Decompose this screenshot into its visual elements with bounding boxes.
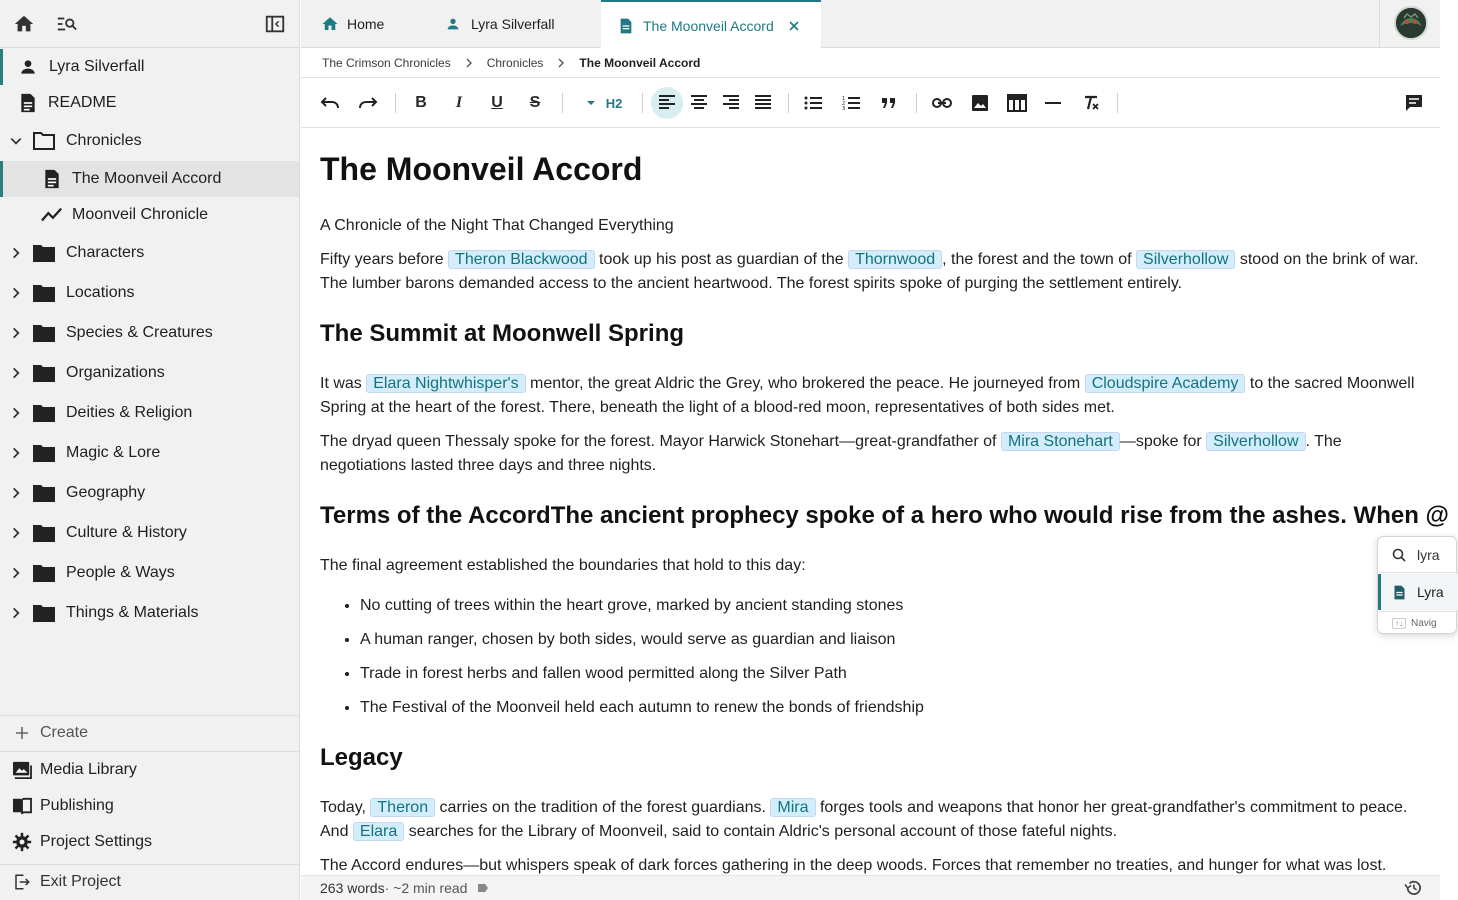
status-bar [301, 875, 1440, 900]
document-subtitle: A Chronicle of the Night That Changed Everything [320, 217, 674, 234]
document-icon [1393, 585, 1406, 600]
toolbar-divider [642, 93, 643, 113]
tab-moonveil-accord[interactable] [601, 0, 821, 49]
strikethrough-icon: S [529, 94, 541, 111]
image-icon [971, 94, 989, 112]
exit-project-button[interactable] [0, 864, 299, 900]
italic-button[interactable] [443, 87, 475, 119]
folder-icon [32, 521, 56, 545]
redo-icon [358, 96, 378, 110]
numbered-list-icon [842, 95, 860, 111]
chevron-down-icon[interactable] [6, 131, 26, 151]
sidebar-item-label: README [48, 94, 117, 111]
divider [1379, 0, 1380, 48]
breadcrumb-item[interactable]: The Crimson Chronicles [322, 56, 451, 70]
sidebar-folder-culture[interactable] [0, 515, 299, 551]
bold-icon: B [415, 94, 427, 111]
toolbar-divider [916, 93, 917, 113]
sidebar-item-label: Geography [66, 484, 146, 501]
folder-icon [32, 481, 56, 505]
italic-icon: I [455, 94, 463, 111]
arrows-icon: ↑↓ [1392, 618, 1406, 629]
section-heading: The Summit at Moonwell Spring [320, 320, 685, 347]
image-button[interactable] [964, 87, 996, 119]
chevron-right-icon[interactable] [6, 483, 26, 503]
sidebar-folder-geography[interactable] [0, 475, 299, 511]
section-heading[interactable]: Terms of the AccordThe ancient prophecy spoke of a hero who would rise from the ashes. When @ [320, 502, 1449, 529]
folder-icon [32, 601, 56, 625]
collapse-sidebar-button[interactable] [261, 10, 289, 38]
tag-icon[interactable] [477, 883, 489, 893]
sidebar-item-label: Exit Project [40, 873, 121, 890]
comment-icon [1405, 94, 1423, 112]
mention-chip[interactable]: Silverhollow [1206, 432, 1305, 451]
create-label: Create [40, 724, 89, 741]
mention-chip[interactable]: Elara Nightwhisper's [366, 374, 525, 393]
breadcrumb [301, 49, 1440, 78]
sidebar-item-moonveil-accord[interactable] [0, 161, 299, 197]
book-icon [10, 794, 34, 818]
search-tree-button[interactable] [53, 10, 81, 38]
text-run: Today, [320, 799, 371, 816]
sidebar-item-label: The Moonveil Accord [72, 170, 222, 187]
mention-search[interactable] [1378, 537, 1458, 573]
align-right-icon [722, 95, 740, 111]
sidebar-item-label: Moonveil Chronicle [72, 206, 209, 223]
section-heading: Legacy [320, 744, 403, 771]
bullet-list-icon [804, 96, 822, 110]
text-run: forges tools and weapons that honor her great-grandfather's commitment to peace. And [320, 799, 1408, 840]
tab-lyra-silverfall[interactable] [431, 0, 591, 48]
history-button[interactable] [1404, 880, 1422, 896]
mention-chip[interactable]: Theron [370, 798, 435, 817]
sidebar-item-publishing[interactable] [0, 788, 299, 824]
clear-formatting-icon [1082, 95, 1100, 111]
sidebar-item-label: Project Settings [40, 833, 153, 850]
sidebar-item-label: Organizations [66, 364, 165, 381]
chevron-right-icon[interactable] [6, 323, 26, 343]
sidebar-item-label: Chronicles [66, 132, 142, 149]
sidebar [0, 0, 300, 900]
person-icon [16, 55, 40, 79]
underline-icon: U [491, 94, 503, 111]
mention-chip[interactable]: Thornwood [848, 250, 942, 269]
undo-button[interactable] [314, 87, 346, 119]
exit-icon [10, 870, 34, 894]
horizontal-rule-button[interactable] [1037, 87, 1069, 119]
table-button[interactable] [1001, 87, 1033, 119]
underline-button[interactable] [481, 87, 513, 119]
svg-text:3: 3 [842, 106, 846, 112]
breadcrumb-current: The Moonveil Accord [579, 56, 701, 70]
table-icon [1007, 94, 1027, 112]
sidebar-item-label: Species & Creatures [66, 324, 213, 341]
paragraph [320, 372, 1430, 420]
undo-icon [320, 96, 340, 110]
sidebar-item-label: Publishing [40, 797, 114, 814]
toolbar-divider [562, 93, 563, 113]
close-tab-button[interactable] [788, 20, 800, 32]
text-run: to the sacred Moonwell Spring at the heart of the forest. There, beneath the light of a blood-red moon, representatives of both sides met. [320, 375, 1415, 416]
folder-icon [32, 441, 56, 465]
chevron-right-icon [557, 58, 565, 68]
mention-chip[interactable]: Silverhollow [1136, 250, 1235, 269]
bold-button[interactable] [405, 87, 437, 119]
chevron-right-icon[interactable] [6, 603, 26, 623]
svg-text:1: 1 [842, 96, 846, 102]
sidebar-item-readme[interactable] [0, 85, 299, 121]
avatar[interactable] [1394, 6, 1428, 40]
link-icon [932, 97, 952, 109]
bullet-list-button[interactable] [797, 87, 829, 119]
align-right-button[interactable] [715, 87, 747, 119]
chevron-right-icon[interactable] [6, 403, 26, 423]
sidebar-item-label: Locations [66, 284, 135, 301]
comments-button[interactable] [1398, 87, 1430, 119]
align-left-icon [658, 95, 676, 111]
chevron-right-icon[interactable] [6, 443, 26, 463]
align-left-button[interactable] [651, 87, 683, 119]
home-button[interactable] [10, 10, 38, 38]
list-item: • A human ranger, chosen by both sides, would serve as guardian and liaison [360, 628, 924, 662]
folder-icon [32, 241, 56, 265]
chevron-right-icon[interactable] [6, 523, 26, 543]
sidebar-folder-chronicles[interactable] [0, 123, 299, 159]
folder-icon [32, 281, 56, 305]
sidebar-item-media-library[interactable] [0, 752, 299, 788]
text-run: Fifty years before [320, 251, 449, 268]
timeline-icon [40, 203, 64, 227]
sidebar-item-label: Magic & Lore [66, 444, 161, 461]
person-icon [445, 16, 461, 32]
chevron-right-icon [465, 58, 473, 68]
tab-label: Home [347, 16, 385, 32]
paragraph [320, 248, 1430, 296]
tab-label: Lyra Silverfall [471, 16, 555, 32]
toolbar-divider [395, 93, 396, 113]
align-justify-icon [754, 95, 772, 111]
blockquote-button[interactable] [873, 87, 905, 119]
align-center-button[interactable] [683, 87, 715, 119]
paragraph: The final agreement established the boundaries that hold to this day: [320, 557, 806, 574]
clear-formatting-button[interactable] [1075, 87, 1107, 119]
history-icon [1404, 880, 1422, 896]
mention-chip[interactable]: Elara [353, 822, 404, 841]
text-run: carries on the tradition of the forest guardians. [435, 799, 771, 816]
heading-select[interactable] [577, 87, 631, 119]
sidebar-folder-people[interactable] [0, 555, 299, 591]
caret-down-icon [586, 100, 596, 106]
align-justify-button[interactable] [747, 87, 779, 119]
mention-popup [1377, 536, 1457, 634]
sidebar-item-label: Characters [66, 244, 145, 261]
paragraph [320, 430, 1430, 478]
plus-icon [10, 721, 34, 745]
svg-text:2: 2 [842, 101, 846, 107]
close-icon [788, 20, 800, 32]
text-run: —spoke for [1119, 433, 1207, 450]
list-item: • No cutting of trees within the heart grove, marked by ancient standing stones [360, 594, 924, 628]
image-library-icon [10, 758, 34, 782]
numbered-list-button[interactable] [835, 87, 867, 119]
paragraph [320, 796, 1430, 844]
text-run: The dryad queen Thessaly spoke for the forest. Mayor Harwick Stonehart—great-grandfather of [320, 433, 1001, 450]
sidebar-folder-species[interactable] [0, 315, 299, 351]
chevron-right-icon[interactable] [6, 243, 26, 263]
text-run: It was [320, 375, 367, 392]
tab-home[interactable] [301, 0, 411, 48]
home-icon [13, 13, 35, 35]
mention-result-label: Lyra [1417, 584, 1444, 600]
read-time: · ~2 min read [384, 880, 468, 896]
toolbar-divider [788, 93, 789, 113]
redo-button[interactable] [352, 87, 384, 119]
toolbar-divider [1117, 93, 1118, 113]
sidebar-item-label: People & Ways [66, 564, 175, 581]
paragraph: The Accord endures—but whispers speak of dark forces gathering in the deep woods. Forces that remember no treaties, and hunger for what was lost. [320, 857, 1387, 874]
text-run: . The negotiations lasted three days and three nights. [320, 433, 1342, 474]
horizontal-rule-icon [1045, 101, 1061, 105]
mention-chip[interactable]: Theron Blackwood [448, 250, 595, 269]
sidebar-item-label: Culture & History [66, 524, 187, 541]
heading-level: H2 [605, 95, 623, 111]
document-icon [16, 91, 40, 115]
sidebar-collapse-icon [264, 13, 286, 35]
sidebar-item-label: Lyra Silverfall [49, 58, 145, 75]
breadcrumb-item[interactable]: Chronicles [486, 56, 544, 70]
gear-icon [10, 830, 34, 854]
editor-area[interactable] [301, 129, 1449, 875]
bullet-list [360, 594, 924, 730]
tab-bar [301, 0, 1440, 48]
search-icon [1392, 548, 1406, 562]
sidebar-item-label: Things & Materials [66, 604, 199, 621]
text-run: mentor, the great Aldric the Grey, who brokered the peace. He journeyed from [525, 375, 1085, 392]
sidebar-header [0, 0, 299, 48]
hint-text: Navig [1411, 618, 1437, 629]
mention-search-input[interactable]: lyra [1417, 546, 1440, 563]
folder-icon [32, 561, 56, 585]
mention-chip[interactable]: Cloudspire Academy [1085, 374, 1246, 393]
text-run: stood on the brink of war. The lumber barons demanded access to the ancient heartwood. The forest spirits spoke of purging the settlement entirely. [320, 251, 1419, 292]
sidebar-folder-characters[interactable] [0, 235, 299, 271]
link-button[interactable] [926, 87, 958, 119]
sidebar-folder-things[interactable] [0, 595, 299, 631]
chevron-right-icon[interactable] [6, 563, 26, 583]
align-center-icon [690, 95, 708, 111]
list-item: • The Festival of the Moonveil held each autumn to renew the bonds of friendship [360, 696, 924, 730]
folder-icon [32, 321, 56, 345]
chevron-right-icon[interactable] [6, 363, 26, 383]
folder-open-icon [32, 129, 56, 153]
mention-chip[interactable]: Mira [770, 798, 815, 817]
document-icon [40, 167, 64, 191]
text-run: searches for the Library of Moonveil, said to contain Aldric's personal account of those fateful nights. [404, 823, 1118, 840]
sidebar-folder-organizations[interactable] [0, 355, 299, 391]
mention-result[interactable] [1378, 574, 1458, 610]
sidebar-folder-deities[interactable] [0, 395, 299, 431]
mention-hint [1378, 611, 1458, 635]
sidebar-item-label: Deities & Religion [66, 404, 193, 421]
list-search-icon [56, 13, 78, 35]
editor-toolbar [301, 78, 1440, 128]
word-count: 263 words [320, 880, 385, 896]
text-run: took up his post as guardian of the [594, 251, 849, 268]
sidebar-item-project-settings[interactable] [0, 824, 299, 860]
sidebar-folder-locations[interactable] [0, 275, 299, 311]
quote-icon [881, 97, 897, 109]
avatar-image-icon [1396, 8, 1426, 38]
sidebar-item-user[interactable] [0, 49, 299, 85]
mention-chip[interactable]: Mira Stonehart [1001, 432, 1120, 451]
chevron-right-icon[interactable] [6, 283, 26, 303]
create-button[interactable] [0, 715, 299, 751]
strikethrough-button[interactable] [519, 87, 551, 119]
list-item: • Trade in forest herbs and fallen wood permitted along the Silver Path [360, 662, 924, 696]
sidebar-item-moonveil-chronicle[interactable] [0, 197, 299, 233]
sidebar-folder-magic[interactable] [0, 435, 299, 471]
home-icon [321, 15, 339, 33]
text-run: , the forest and the town of [942, 251, 1137, 268]
document-title: The Moonveil Accord [320, 151, 643, 187]
sidebar-item-label: Media Library [40, 761, 137, 778]
folder-icon [32, 361, 56, 385]
document-icon [619, 18, 633, 34]
tab-label: The Moonveil Accord [643, 17, 774, 34]
folder-icon [32, 401, 56, 425]
